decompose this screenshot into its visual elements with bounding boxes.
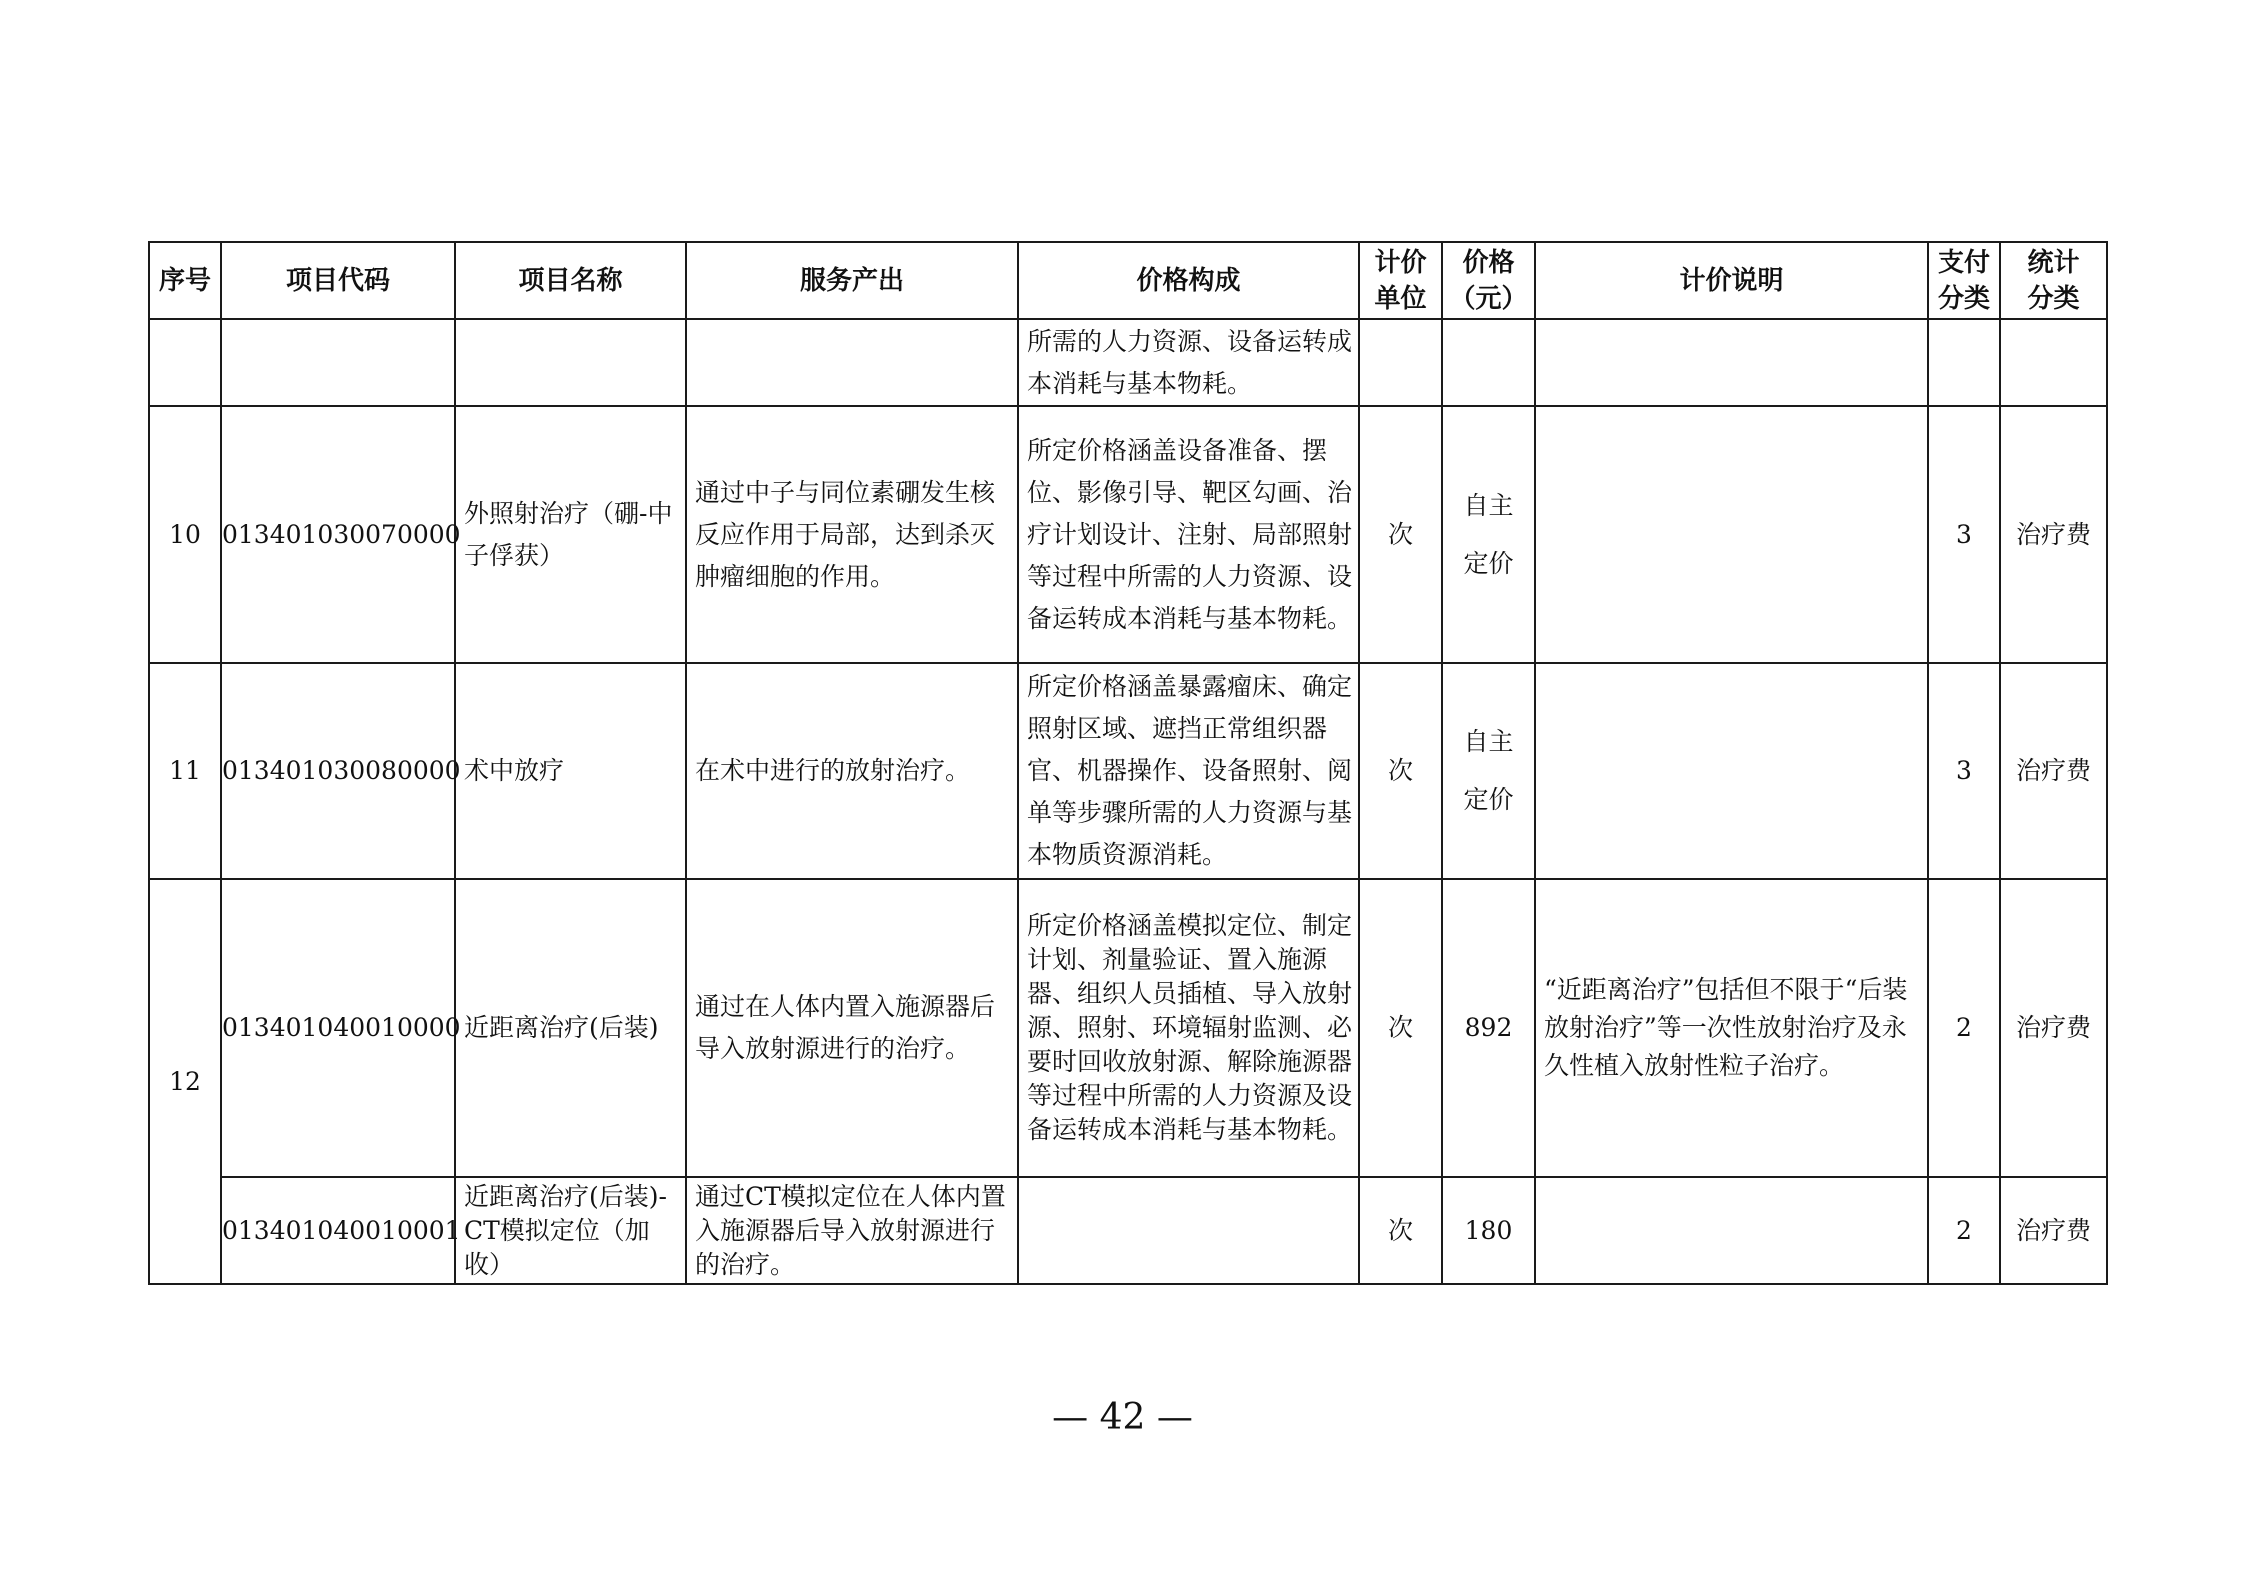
price-line2: 定价: [1463, 785, 1514, 814]
table-row: [149, 879, 2107, 1177]
table-row: [149, 319, 2107, 406]
header-name: 项目名称: [455, 242, 686, 319]
cell-name: 外照射治疗（硼-中子俘获）: [455, 406, 686, 663]
cell-code: 013401040010000: [221, 879, 455, 1177]
table-row: [149, 663, 2107, 879]
header-pay-line1: 支付: [1937, 247, 1990, 278]
header-pay-line2: 分类: [1937, 283, 1990, 314]
price-line1: 自主: [1463, 727, 1514, 756]
cell-seq: 11: [149, 663, 221, 879]
cell-seq: 10: [149, 406, 221, 663]
cell-output: [686, 319, 1018, 406]
cell-note: “近距离治疗”包括但不限于“后装放射治疗”等一次性放射治疗及永久性植入放射性粒子治疗。: [1535, 879, 1928, 1177]
header-price-line2: （元）: [1449, 283, 1528, 314]
cell-pay: [1928, 319, 2000, 406]
header-price-line1: 价格: [1462, 247, 1515, 278]
cell-unit: 次: [1359, 879, 1442, 1177]
cell-pay: 2: [1928, 879, 2000, 1177]
price-line1: 自主: [1463, 490, 1514, 520]
header-output: 服务产出: [686, 242, 1018, 319]
cell-code: 013401030080000: [221, 663, 455, 879]
cell-name: [455, 319, 686, 406]
cell-stat: 治疗费: [2000, 879, 2107, 1177]
header-stat-line1: 统计: [2027, 247, 2080, 278]
pricing-table: [148, 241, 2108, 1285]
cell-composition: 所定价格涵盖暴露瘤床、确定照射区域、遮挡正常组织器官、机器操作、设备照射、阅单等步骤所需的人力资源与基本物质资源消耗。: [1018, 663, 1359, 879]
cell-price: [1442, 406, 1535, 663]
cell-price: 892: [1442, 879, 1535, 1177]
cell-seq: 12: [149, 879, 221, 1284]
header-price: [1442, 242, 1535, 319]
cell-note: [1535, 1177, 1928, 1284]
cell-composition: 所需的人力资源、设备运转成本消耗与基本物耗。: [1018, 319, 1359, 406]
header-row: [149, 242, 2107, 319]
cell-pay: 3: [1928, 663, 2000, 879]
cell-note: [1535, 319, 1928, 406]
cell-note: [1535, 663, 1928, 879]
cell-output: 通过在人体内置入施源器后导入放射源进行的治疗。: [686, 879, 1018, 1177]
cell-pay: 3: [1928, 406, 2000, 663]
cell-stat: 治疗费: [2000, 1177, 2107, 1284]
cell-pay: 2: [1928, 1177, 2000, 1284]
cell-composition: 所定价格涵盖设备准备、摆位、影像引导、靶区勾画、治疗计划设计、注射、局部照射等过程中所需的人力资源、设备运转成本消耗与基本物耗。: [1018, 406, 1359, 663]
cell-code: 013401030070000: [221, 406, 455, 663]
cell-code: 013401040010001: [221, 1177, 455, 1284]
cell-stat: 治疗费: [2000, 663, 2107, 879]
cell-stat: [2000, 319, 2107, 406]
header-unit: [1359, 242, 1442, 319]
cell-output: 通过中子与同位素硼发生核反应作用于局部，达到杀灭肿瘤细胞的作用。: [686, 406, 1018, 663]
header-stat: [2000, 242, 2107, 319]
header-unit-line1: 计价: [1374, 247, 1427, 278]
table-row: [149, 406, 2107, 663]
cell-unit: 次: [1359, 1177, 1442, 1284]
header-unit-line2: 单位: [1374, 283, 1427, 314]
header-pay: [1928, 242, 2000, 319]
cell-stat: 治疗费: [2000, 406, 2107, 663]
header-note: 计价说明: [1535, 242, 1928, 319]
header-composition: 价格构成: [1018, 242, 1359, 319]
cell-name: 近距离治疗(后装)-CT模拟定位（加收）: [455, 1177, 686, 1284]
cell-price: [1442, 663, 1535, 879]
cell-code: [221, 319, 455, 406]
cell-unit: 次: [1359, 663, 1442, 879]
cell-composition: [1018, 1177, 1359, 1284]
cell-name: 近距离治疗(后装): [455, 879, 686, 1177]
cell-price: 180: [1442, 1177, 1535, 1284]
header-stat-line2: 分类: [2027, 283, 2080, 314]
cell-price: [1442, 319, 1535, 406]
page-number: — 42 —: [1052, 1397, 1193, 1438]
cell-unit: 次: [1359, 406, 1442, 663]
price-line2: 定价: [1463, 548, 1514, 578]
cell-output: 通过CT模拟定位在人体内置入施源器后导入放射源进行的治疗。: [686, 1177, 1018, 1284]
header-seq: 序号: [149, 242, 221, 319]
cell-name: 术中放疗: [455, 663, 686, 879]
cell-composition: 所定价格涵盖模拟定位、制定计划、剂量验证、置入施源器、组织人员插植、导入放射源、照射、环境辐射监测、必要时回收放射源、解除施源器等过程中所需的人力资源及设备运转成本消耗与基本物耗。: [1018, 879, 1359, 1177]
header-code: 项目代码: [221, 242, 455, 319]
cell-output: 在术中进行的放射治疗。: [686, 663, 1018, 879]
cell-unit: [1359, 319, 1442, 406]
cell-seq: [149, 319, 221, 406]
cell-note: [1535, 406, 1928, 663]
table-row: [149, 1177, 2107, 1284]
